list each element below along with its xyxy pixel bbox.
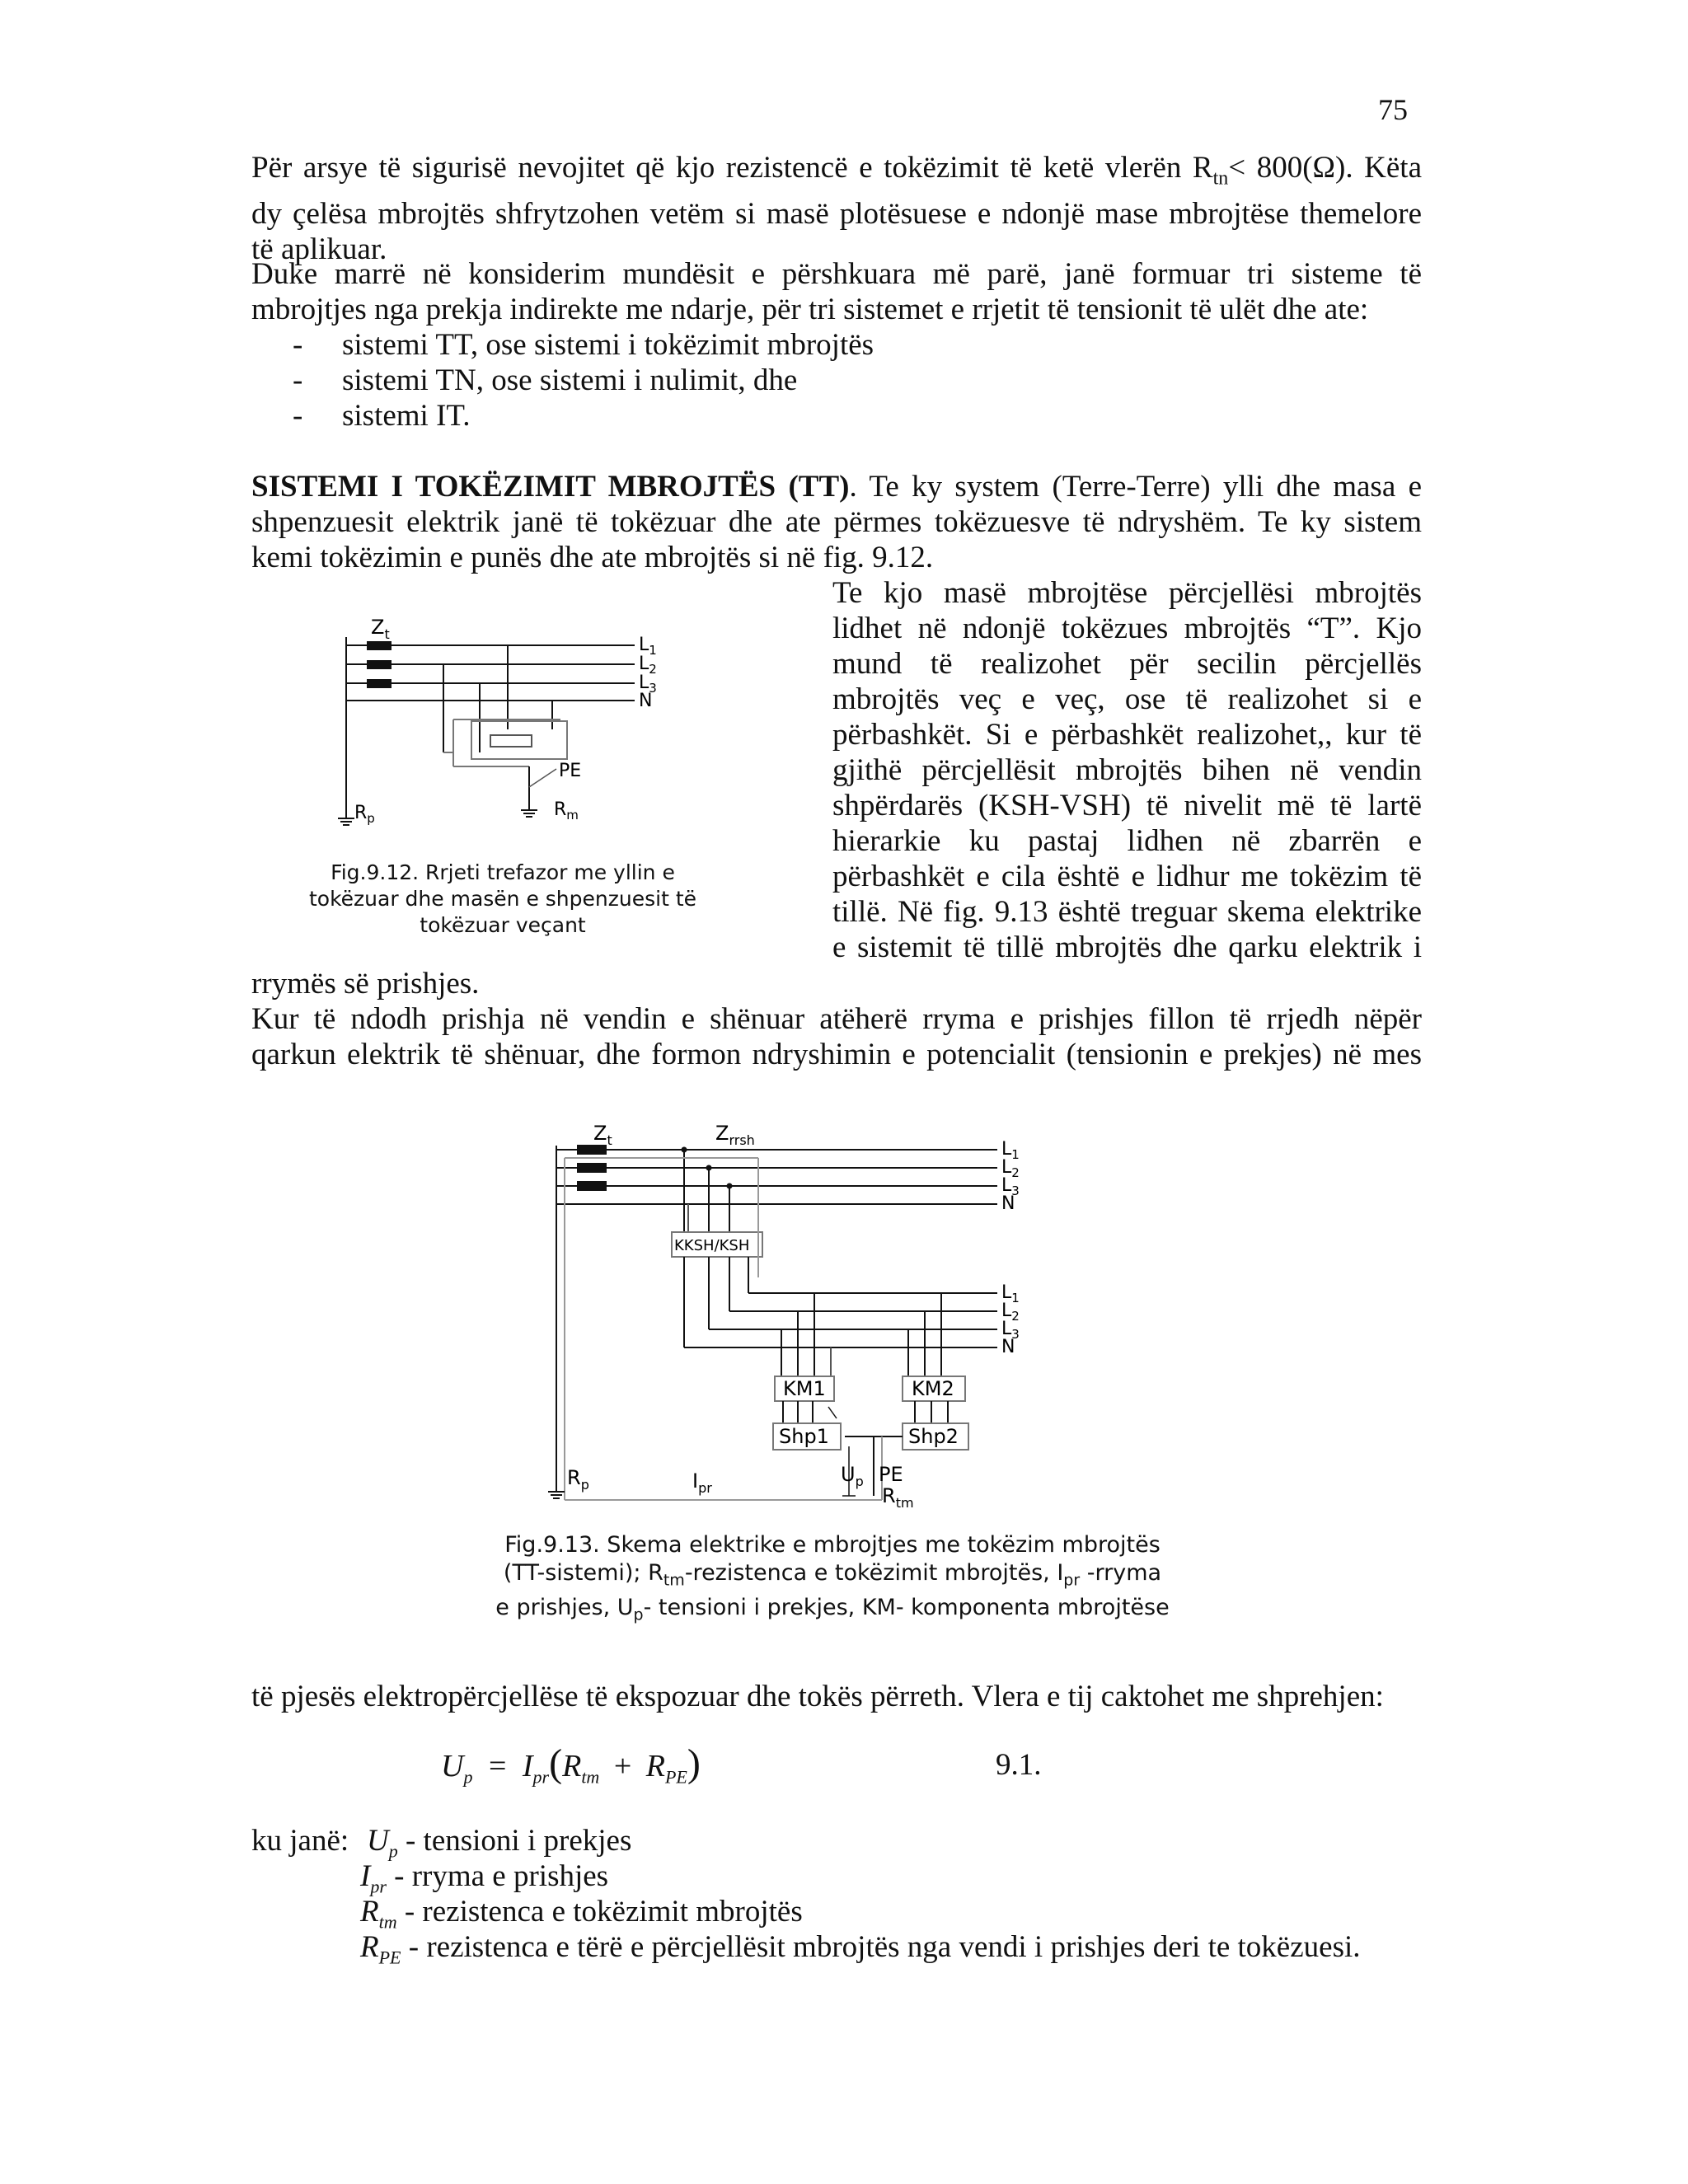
right-col-line: shpërdarës (KSH-VSH) të nivelit më të lartë (832, 789, 1422, 823)
winding-1 (367, 641, 392, 650)
l2-label: $L_2$ (639, 654, 657, 677)
caption-line: tokëzuar veçant (420, 913, 586, 937)
caption-line: Fig.9.13. Skema elektrike e mbrojtjes me tokëzim mbrojtës (504, 1532, 1160, 1558)
tt-line-2: shpenzuesit elektrik janë të tokëzuar dhe ate përmes tokëzuesve të ndryshëm. Te ky sistem (251, 505, 1422, 539)
definition-item: $R_{PE}$ - rezistenca e tërë e përcjellësit mbrojtës nga vendi i prishjes deri te tokëzuesi. (360, 1930, 1361, 1968)
right-col-line: përbashkët e cila është e lidhur me tokëzim të (832, 860, 1422, 893)
definition-item: $I_{pr}$ - rryma e prishjes (360, 1859, 609, 1897)
zt-label: $Z_t$ (593, 1122, 612, 1148)
right-col-line: tillë. Në fig. 9.13 është treguar skema elektrike (832, 895, 1422, 929)
definition-item: $U_p$ - tensioni i prekjes (367, 1824, 632, 1862)
bus2-l1-label: $L_1$ (1001, 1282, 1020, 1305)
right-column-text (832, 575, 1422, 965)
right-col-line: e sistemit të tillë mbrojtës dhe qarku elektrik i (832, 930, 1422, 964)
tt-line-1: SISTEMI I TOKËZIMIT MBROJTËS (TT). Te ky system (Terre-Terre) ylli dhe masa e (251, 470, 1422, 504)
bus1-l1-label: $L_1$ (1001, 1139, 1020, 1162)
page-number: 75 (1378, 93, 1408, 126)
right-col-line: hierarkie ku pastaj lidhen në zbarrën e (832, 824, 1422, 858)
paragraph-1-line-2: dy çelësa mbrojtës shfrytzohen vetëm si masë plotësuese e ndonjë mase mbrojtëse themelore (251, 197, 1422, 232)
pe-label: PE (559, 761, 582, 781)
winding-3 (367, 679, 392, 688)
bus1-l2-label: $L_2$ (1001, 1157, 1020, 1180)
paragraph-3-line-3: qarkun elektrik të shënuar, dhe formon ndryshimin e potencialit (tensionin e prekjes) në mes (251, 1038, 1422, 1071)
l1-label: $L_1$ (639, 635, 657, 658)
paragraph-2-line-1: Duke marrë në konsiderim mundësit e përshkuara më parë, janë formuar tri sisteme të (251, 257, 1422, 291)
right-col-line: gjithë përcjellësit mbrojtës bihen në vendin (832, 753, 1422, 787)
bus2-n-label: N (1001, 1337, 1015, 1357)
pe-label: PE (879, 1463, 903, 1486)
right-col-line: lidhet në ndonjë tokëzues mbrojtës “T”. Kjo (832, 612, 1422, 645)
equation-9-1: $U_p = I_{pr}(R_{tm} + R_{PE})$ (441, 1741, 701, 1788)
winding-2 (577, 1163, 607, 1173)
paragraph-1-line-1: Për arsye të sigurisë nevojitet që kjo rezistencë e tokëzimit të ketë vlerën $R_{tn}< 800(\Omega)$. Këta (251, 151, 1422, 190)
rm-label: $R_m$ (554, 799, 579, 823)
caption-line: e prishjes, $U_p-$ tensioni i prekjes, KM- komponenta mbrojtëse (495, 1595, 1170, 1624)
rp-label: $R_p$ (354, 803, 375, 826)
figure-9-12-caption (272, 860, 734, 939)
figure-9-13-diagram (536, 1108, 1096, 1512)
kksh-label: KKSH/KSH (674, 1237, 750, 1254)
paragraph-4-line-1: të pjesës elektropërcjellëse të ekspozuar dhe tokës përreth. Vlera e tij caktohet me shprehjen: (251, 1680, 1384, 1713)
definitions-intro: ku janë: (251, 1824, 349, 1858)
winding-3 (577, 1181, 607, 1191)
n-label: N (639, 691, 653, 711)
bus2-l3-label: $L_3$ (1001, 1319, 1020, 1342)
bus2-l2-label: $L_2$ (1001, 1301, 1020, 1324)
paragraph-1 (251, 150, 1422, 267)
rtm-label: $R_{tm}$ (882, 1484, 914, 1511)
definition-item: $R_{tm}$ - rezistenca e tokëzimit mbrojtës (360, 1895, 803, 1933)
ipr-label: $I_{pr}$ (692, 1469, 712, 1496)
tt-line-3: kemi tokëzimin e punës dhe ate mbrojtës si në fig. 9.12. (251, 541, 934, 574)
shp2-label: Shp2 (908, 1425, 959, 1448)
km2-label: KM2 (912, 1377, 954, 1400)
bus1-l3-label: $L_3$ (1001, 1175, 1020, 1198)
paragraph-2 (251, 256, 1422, 327)
equation-number: 9.1. (996, 1748, 1042, 1782)
paragraph-2-line-2: mbrojtjes nga prekja indirekte me ndarje, për tri sistemet e rrjetit të tensionit të ulët dhe ate: (251, 293, 1369, 326)
paragraph-1-line-3: të aplikuar. (251, 232, 387, 267)
zrrsh-label: $Z_{rrsh}$ (715, 1122, 755, 1148)
bus1-n-label: N (1001, 1193, 1015, 1214)
right-col-line: mbrojtës veç e veç, ose të realizohet si e (832, 682, 1422, 716)
zt-label: $Z_t$ (371, 616, 390, 642)
up-label: $U_p$ (841, 1463, 864, 1489)
section-heading: SISTEMI I TOKËZIMIT MBROJTËS (TT) (251, 470, 850, 504)
winding-1 (577, 1145, 607, 1155)
paragraph-3 (251, 966, 1422, 1072)
km1-label: KM1 (783, 1377, 826, 1400)
caption-line: tokëzuar dhe masën e shpenzuesit të (308, 887, 697, 911)
figure-9-13-caption (462, 1531, 1203, 1629)
rp-label: $R_p$ (567, 1466, 589, 1493)
winding-2 (367, 660, 392, 669)
shp1-label: Shp1 (779, 1425, 829, 1448)
paragraph-3-line-1: rrymës së prishjes. (251, 967, 480, 1001)
paragraph-4 (251, 1679, 1422, 1714)
tt-section (251, 469, 1422, 575)
caption-line: (TT-sistemi); $R_{tm}$-rezistenca e tokëzimit mbrojtës, $I_{pr}$ -rryma (503, 1560, 1162, 1590)
l3-label: $L_3$ (639, 673, 657, 696)
right-col-line: mund të realizohet për secilin përcjellës (832, 647, 1422, 681)
right-col-line: përbashkët. Si e përbashkët realizohet,, kur të (832, 718, 1422, 752)
figure-9-12-diagram (330, 606, 725, 845)
paragraph-3-line-2: Kur të ndodh prishja në vendin e shënuar atëherë rryma e prishjes fillon të rrjedh nëpër (251, 1002, 1422, 1036)
right-col-line: Te kjo masë mbrojtëse përcjellësi mbrojtës (832, 576, 1422, 610)
caption-line: Fig.9.12. Rrjeti trefazor me yllin e (331, 860, 675, 884)
